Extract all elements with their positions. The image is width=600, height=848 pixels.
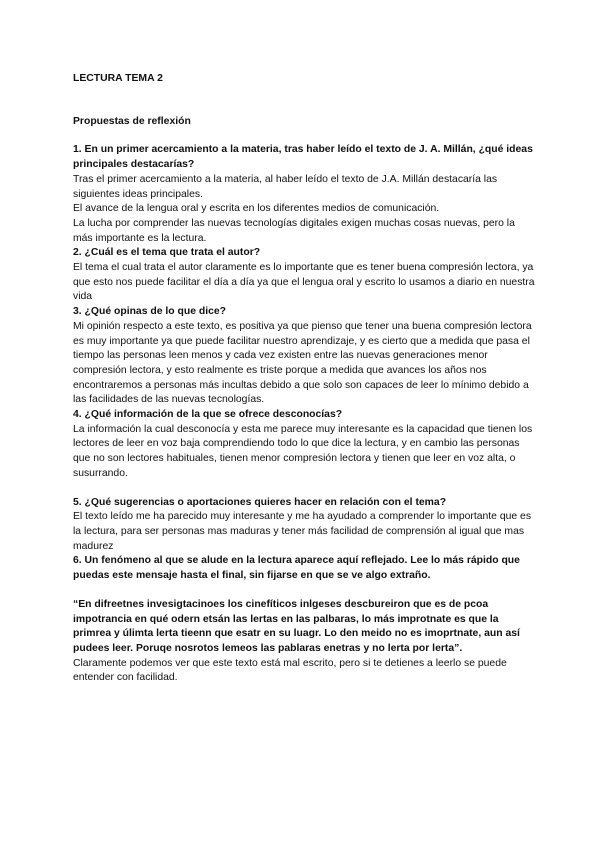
- document-body: [73, 72, 535, 686]
- question-3: 3. ¿Qué opinas de lo que dice?: [73, 306, 226, 318]
- question-5: 5. ¿Qué sugerencias o aportaciones quieres hacer en relación con el tema?: [73, 496, 447, 508]
- question-1: 1. En un primer acercamiento a la materia, tras haber leído el texto de J. A. Millán, ¿qué ideas principales destacarías?: [73, 144, 533, 171]
- question-6: 6. Un fenómeno al que se alude en la lectura aparece aquí reflejado. Lee lo más rápido que puedas este mensaje hasta el final, sin fijarse en que se ve algo extraño.: [73, 555, 520, 582]
- answer-1-paragraph-3: La lucha por comprender las nuevas tecnologías digitales exigen muchas cosas nuevas, pero la más importante es la lectura.: [73, 217, 515, 244]
- question-2: 2. ¿Cuál es el tema que trata el autor?: [73, 247, 261, 259]
- scrambled-quote: “En difreetnes invesigtacinoes los cinefíticos inlgeses descbureiron que es de pcoa impotrancia en qué odern etsán las lertas en las palbaras, lo más improtnate es que la primrea y úlimta lerta tieenn que esatr en su luagr. Lo den meido no es imoprtnate, aun así pudees leer. Poruqe nosrotos lemeos las pablaras enetras y no lerta por lerta”.: [73, 598, 520, 654]
- answer-1-paragraph-1: Tras el primer acercamiento a la materia, al haber leído el texto de J.A. Millán destacaría las siguientes ideas principales.: [73, 173, 498, 200]
- question-4: 4. ¿Qué información de la que se ofrece desconocías?: [73, 409, 343, 421]
- answer-6: Claramente podemos ver que este texto está mal escrito, pero si te detienes a leerlo se puede entender con facilidad.: [73, 657, 507, 684]
- answer-1-paragraph-2: El avance de la lengua oral y escrita en los diferentes medios de comunicación.: [73, 203, 440, 215]
- answer-5: El texto leído me ha parecido muy interesante y me ha ayudado a comprender lo importante que es la lectura, para ser personas mas maduras y tener más facilidad de comprensión al igual que mas madurez: [73, 511, 532, 552]
- section-heading: Propuestas de reflexión: [73, 115, 191, 127]
- answer-2: El tema el cual trata el autor claramente es lo importante que es tener buena compresión lectora, ya que esto nos puede facilitar el día a día ya que el lengua oral y escrito lo usamos a diario en nuestra vida: [73, 262, 535, 303]
- document-title: LECTURA TEMA 2: [73, 73, 163, 84]
- answer-3: Mi opinión respecto a este texto, es positiva ya que pienso que tener una buena compresión lectora es muy importante ya que puede facilitar nuestro aprendizaje, y es cierto que a medida que pasa el tiempo las personas leen menos y cada vez existen entre las nuevas generaciones menor compresión lectora, y esto realmente es triste porque a medida que avances los años nos encontraremos a personas más incultas debido a que solo son capaces de leer lo mínimo debido a las facilidades de las nuevas tecnologías.: [73, 320, 532, 406]
- answer-4: La información la cual desconocía y esta me parece muy interesante es la capacidad que tienen los lectores de leer en voz baja comprendiendo todo lo que dice la lectura, y en cambio las personas que no son lectores habituales, tienen menor compresión lectora y tienen que leer en voz alta, o susurrando.: [73, 423, 533, 479]
